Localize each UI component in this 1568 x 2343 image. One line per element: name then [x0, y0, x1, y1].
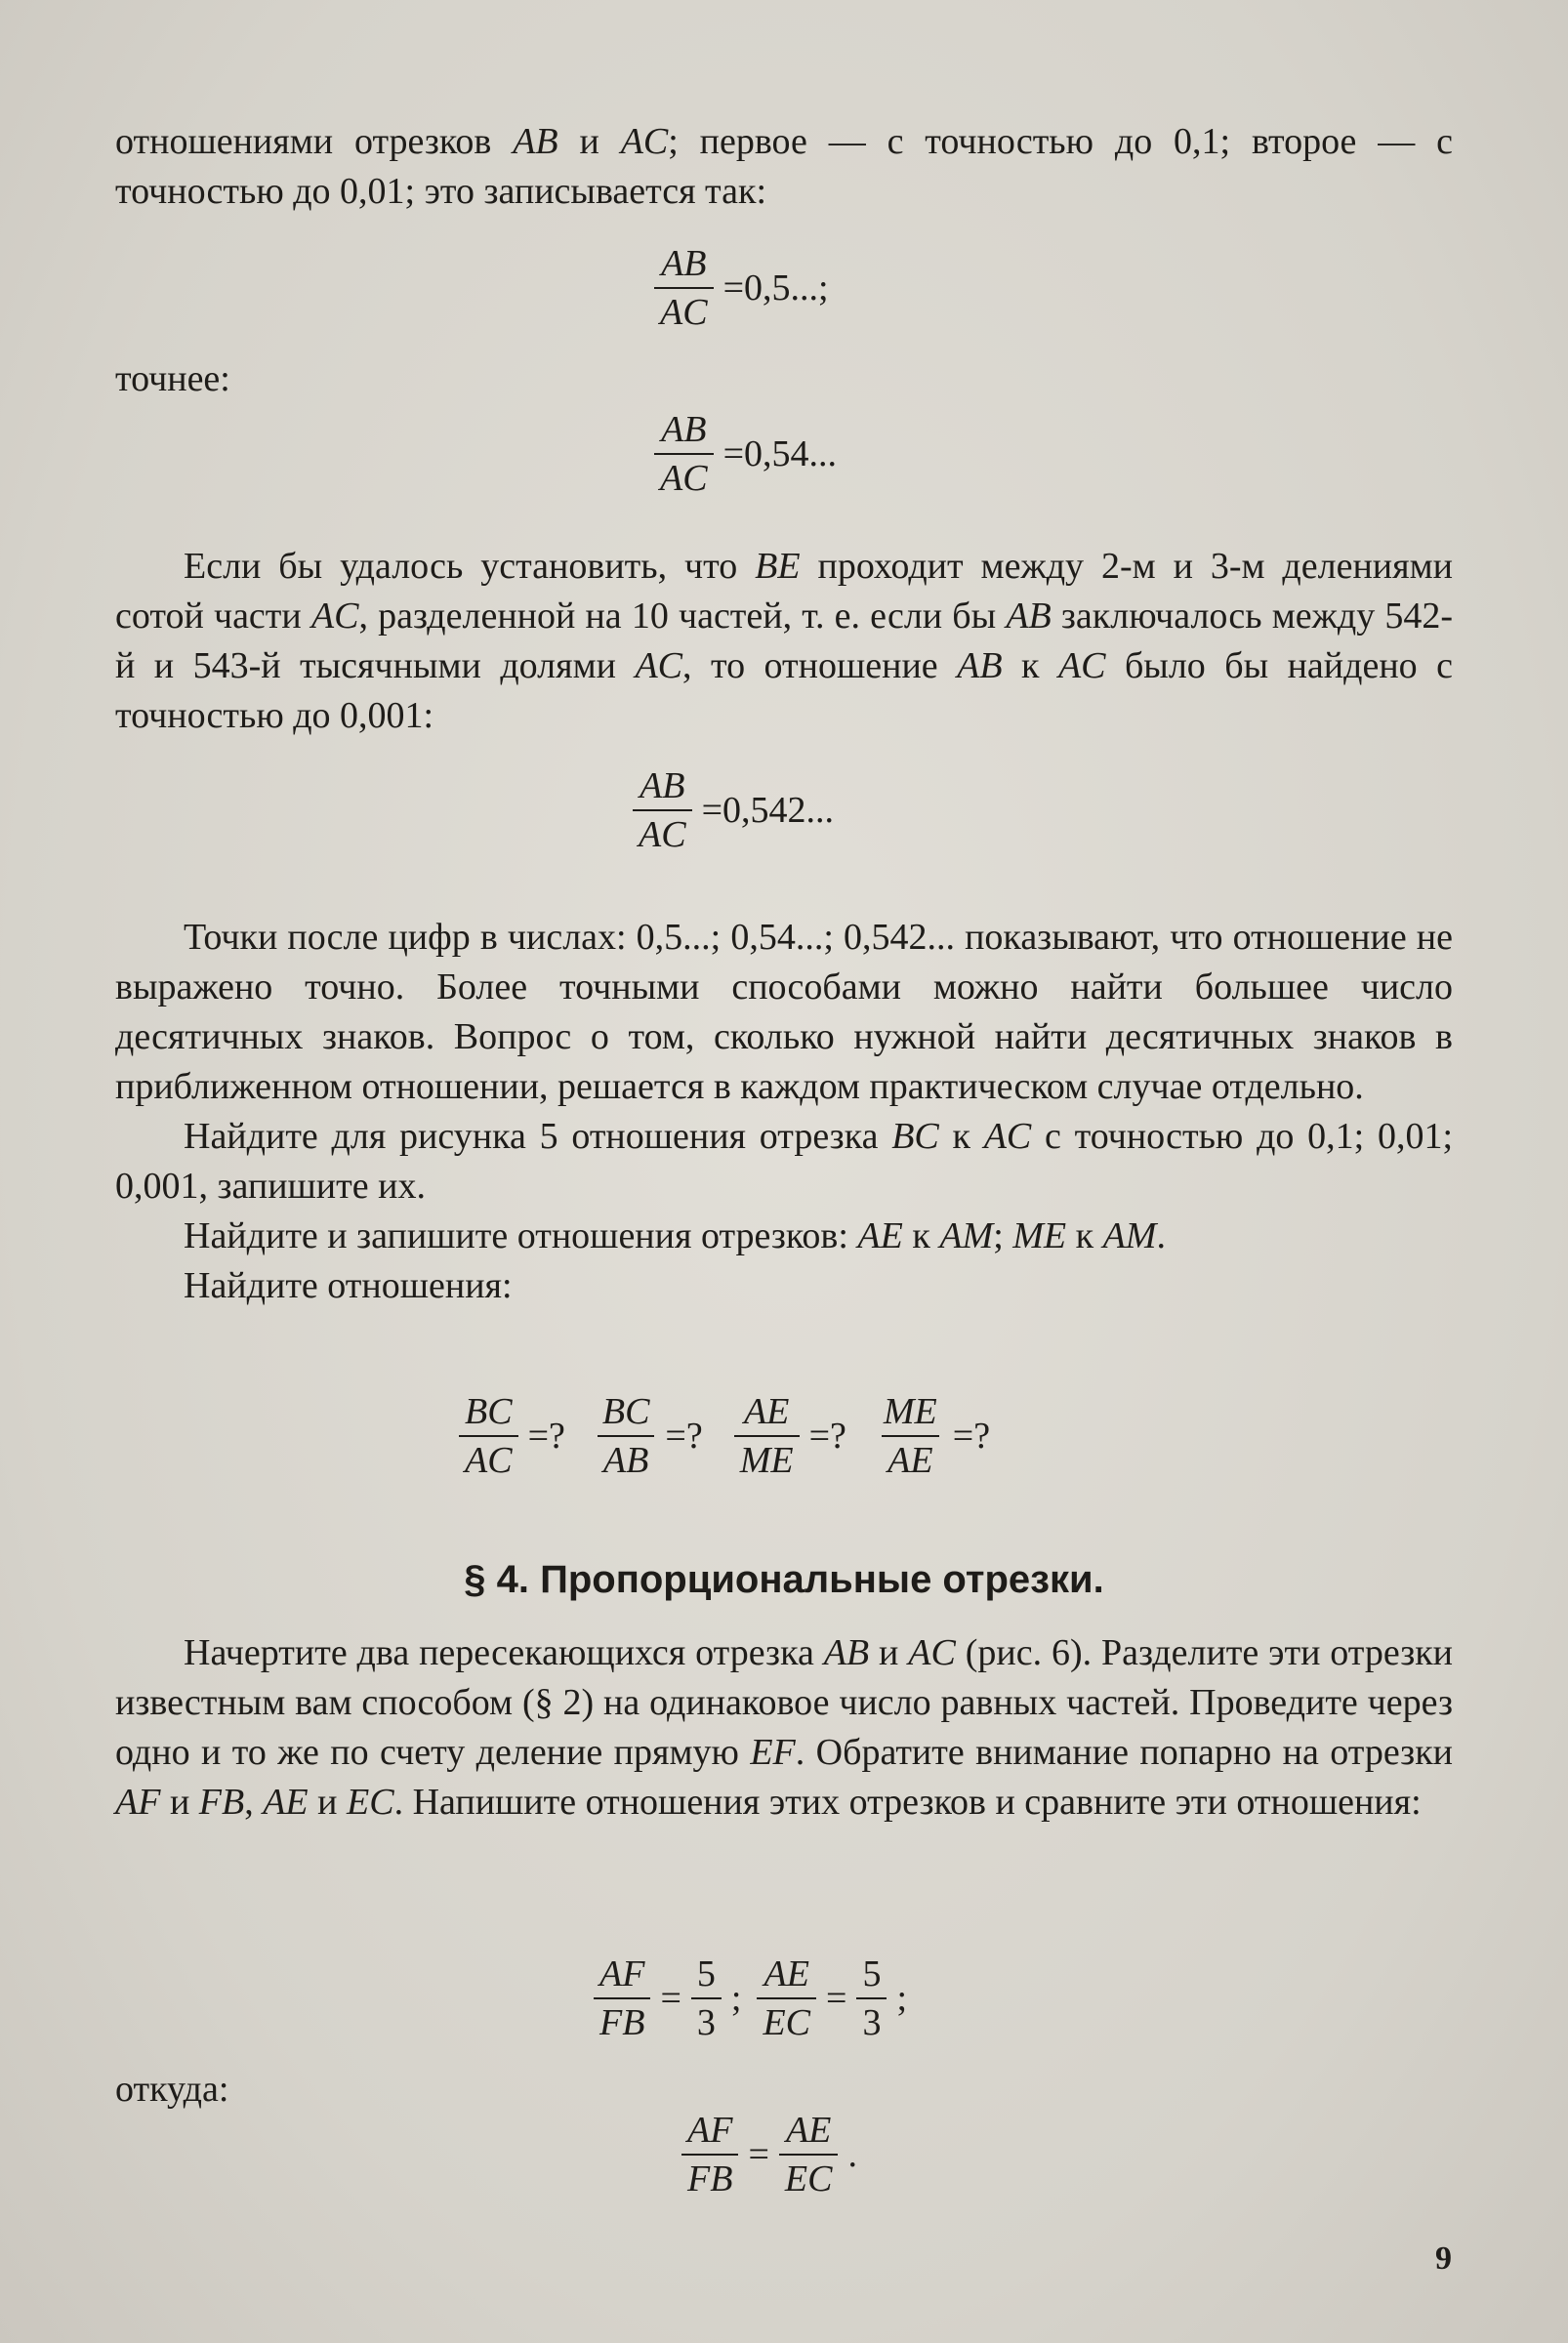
section-heading: § 4. Пропорциональные отрезки. — [464, 1558, 1104, 1601]
paragraph-6: Найдите отношения: — [184, 1265, 513, 1306]
paragraph-4: Найдите для рисунка 5 отношения отрезка BC к AC с точностью до 0,1; 0,01; 0,001, запишите их. — [115, 1116, 1453, 1207]
label-otkuda: откуда: — [115, 2069, 229, 2110]
paragraph-7: Начертите два пересекающихся отрезка AB и AC (рис. 6). Разделите эти отрезки известным вам способом (§ 2) на одинаковое число равных частей. Проведите через одно и то же по счету деление прямую EF. Обратите внимание попарно на отрезки AF и FB, AE и EC. Напишите отношения этих отрезков и сравните эти отношения: — [115, 1632, 1453, 1823]
formula-ratios: $\frac{BC}{AC}$ =? $\frac{BC}{AB}$ =? $\frac{AE}{ME}$ =? $\frac{ME}{AE}$ =? — [455, 1390, 996, 1482]
page-number: 9 — [1435, 2240, 1452, 2277]
paragraph-5: Найдите и запишите отношения отрезков: AE к AM; ME к AM. — [184, 1215, 1166, 1256]
paragraph-1: отношениями отрезков AB и AC; первое — с точностью до 0,1; второе — с точностью до 0,01; это записывается так: — [115, 121, 1453, 212]
formula-af-fb-ae-ec: $\frac{AF}{FB}$ = $\frac{5}{3}$ ; $\frac{AE}{EC}$ = $\frac{5}{3}$ ; — [590, 1952, 913, 2044]
paragraph-2: Если бы удалось установить, что BE проходит между 2-м и 3-м делениями сотой части AC, разделенной на 10 частей, т. е. если бы AB заключалось между 542-й и 543-й тысячными долями AC, то отношение AB к AC было бы найдено с точностью до 0,001: — [115, 546, 1454, 736]
label-tochnee: точнее: — [115, 358, 230, 399]
formula-ab-ac-1: $\frac{AB}{AC}$ =0,5...; — [650, 242, 835, 334]
paragraph-3: Точки после цифр в числах: 0,5...; 0,54...; 0,542... показывают, что отношение не выражено точно. Более точными способами можно найти большее число десятичных знаков. Вопрос о том, сколько нужной найти десятичных знаков в приближенном отношении, решается в каждом практическом случае отдельно. — [115, 917, 1453, 1107]
formula-proportion: $\frac{AF}{FB}$ = $\frac{AE}{EC}$ . — [678, 2109, 863, 2200]
formula-ab-ac-3: $\frac{AB}{AC}$ =0,542... — [629, 764, 840, 856]
paragraph-3-6 — [115, 913, 1453, 1311]
formula-ab-ac-2: $\frac{AB}{AC}$ =0,54... — [650, 408, 843, 500]
